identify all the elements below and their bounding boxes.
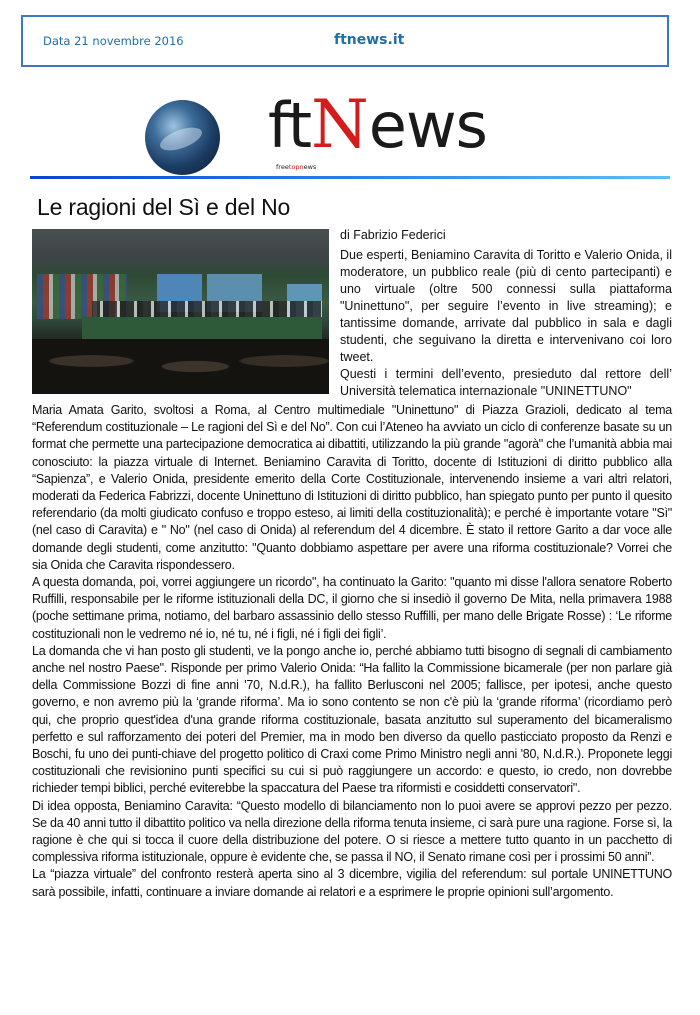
body-paragraph: Maria Amata Garito, svoltosi a Roma, al Centro multimediale "Uninettuno" di Piazza Grazioli, dedicato al tema “Referendum costituzionale – Le ragioni del Sì e del No”. Con cui l’Ateneo ha avviato un ciclo di conferenze basate su un format che permette una partecipazione democratica ai dibattiti, utilizzando la più grande "agorà" che l’umanità abbia mai conosciuto: la piazza virtuale di Internet. Beniamino Caravita di Toritto, docente di Istituzioni di diritto pubblico alla “Sapienza”, e Valerio Onida, presidente emerito della Corte Costituzionale, intervenendo insieme a vari altri relatori, moderati da Federica Fabrizzi, docente Uninettuno di Istituzioni di diritto pubblico, han spiegato punto per punto il quesito referendario (da molti giudicato confuso e troppo esteso, ai limiti della costituzionalità); e perché è importante votare "Sì" (nel caso di Caravita) e " No" (nel caso di Onida) al referendum del 4 dicembre. È stato il rettore Garito a dar voce alle domande degli studenti, come anzitutto: "Quanto dobbiamo aspettare per avere una riforma costituzionale? Vorrei che sia Onida che Caravita rispondessero. <box>32 403 672 572</box>
tagline-n: n <box>299 163 304 171</box>
masthead <box>0 67 700 176</box>
intro-paragraph: Questi i termini dell’evento, presieduto dal rettore dell’ Università telematica internazionale "UNINETTUNO" <box>340 367 672 398</box>
header-date: Data 21 novembre 2016 <box>43 34 184 48</box>
body-paragraph: La “piazza virtuale” del confronto resterà aperta sino al 3 dicembre, vigilia del referendum: sul portale UNINETTUNO sarà possibile, infatti, continuare a inviare domande ai relatori e a esprimere le proprie opinioni sull’argomento. <box>32 867 672 899</box>
conference-photo <box>32 229 329 394</box>
body-paragraph: Di idea opposta, Beniamino Caravita: “Questo modello di bilanciamento non lo puoi avere se approvi pezzo per pezzo. Se da 40 anni tutto il dibattito politico va nella direzione della riforma tenuta insieme, ci sarà pure una ragione. Forse sì, la ragione è che qui si tocca il cuore della distribuzione del potere. O si riesce a mettere tutto quanto in un pacchetto di complessiva riforma istituzionale, oppure è evidente che, se passa il NO, il Senato rimane così per i prossimi 50 anni”. <box>32 798 672 865</box>
header-box <box>21 15 669 67</box>
article-body <box>32 402 672 901</box>
logo-ft: ft <box>268 89 312 162</box>
globe-icon <box>145 100 220 175</box>
ftnews-logo <box>268 88 487 162</box>
intro-paragraph: Due esperti, Beniamino Caravita di Toritto e Valerio Onida, il moderatore, un pubblico reale (più di cento partecipanti) e uno virtuale (oltre 500 connessi sulla piattaforma "Uninettuno", per seguire l’evento in live streaming); e tantissime domande, arrivate dal pubblico in sala e dagli studenti, che seguivano la diretta e intervenivano coi loro tweet. <box>340 248 672 364</box>
logo-n: N <box>311 86 369 163</box>
article-intro <box>340 247 672 400</box>
article-title: Le ragioni del Sì e del No <box>37 194 291 220</box>
logo-ews: ews <box>368 89 487 162</box>
tagline-top: top <box>288 163 300 171</box>
logo-tagline <box>276 163 316 171</box>
article-top-section <box>32 227 672 400</box>
body-paragraph: La domanda che vi han posto gli studenti, ve la pongo anche io, perché abbiamo tutti bisogno di segnali di cambiamento anche nel nostro Paese". Risponde per primo Valerio Onida: “Ha fallito la Commissione bicamerale (per non parlare già della Commissione Bozzi di fine anni '70, N.d.R.), ha fallito Berlusconi nel 2005; fallisce, per ipotesi, anche questo governo, e non avremo più la ‘grande riforma’. Ma io sono contento se non c'è più la ‘grande riforma’ (ricordiamo però qui, che proprio quest'idea d'una grande riforma costituzionale, basata anzitutto sul superamento del bicameralismo perfetto e sul rafforzamento dei poteri del Premier, ma in modo ben diverso da quello pasticciato proposto da Renzi e Boschi, fu uno dei punti-chiave del progetto politico di Craxi come Primo Ministro negli anni '80, N.d.R.). Proponete leggi costituzionali che revisionino punti specifici su cui si può raggiungere un accordo: e questo, io credo, non dovrebbe richieder tempi biblici, perché eviterebbe la spaccatura del Paese tra riformisti e cosiddetti conservatori". <box>32 643 672 796</box>
header-site-name[interactable]: ftnews.it <box>334 32 405 48</box>
tagline-free: free <box>276 163 289 171</box>
header-divider <box>30 176 670 179</box>
photo-audience <box>32 339 329 394</box>
body-paragraph: A questa domanda, poi, vorrei aggiungere un ricordo", ha continuato la Garito: "quanto mi disse l'allora senatore Roberto Ruffilli, responsabile per le riforme istituzionali della DC, il giorno che si insediò il governo De Mita, nella primavera 1988 (poche settimane prima, notiamo, del barbaro assassinio dello stesso Ruffilli, per mano delle Brigate Rosse) : ‘Le riforme costituzionali non le vedremo né io, né tu, né i figli, né i figli dei figli’. <box>32 575 672 641</box>
tagline-ews: ews <box>303 163 317 171</box>
article-byline: di Fabrizio Federici <box>340 228 446 242</box>
article-side-column <box>340 227 672 400</box>
